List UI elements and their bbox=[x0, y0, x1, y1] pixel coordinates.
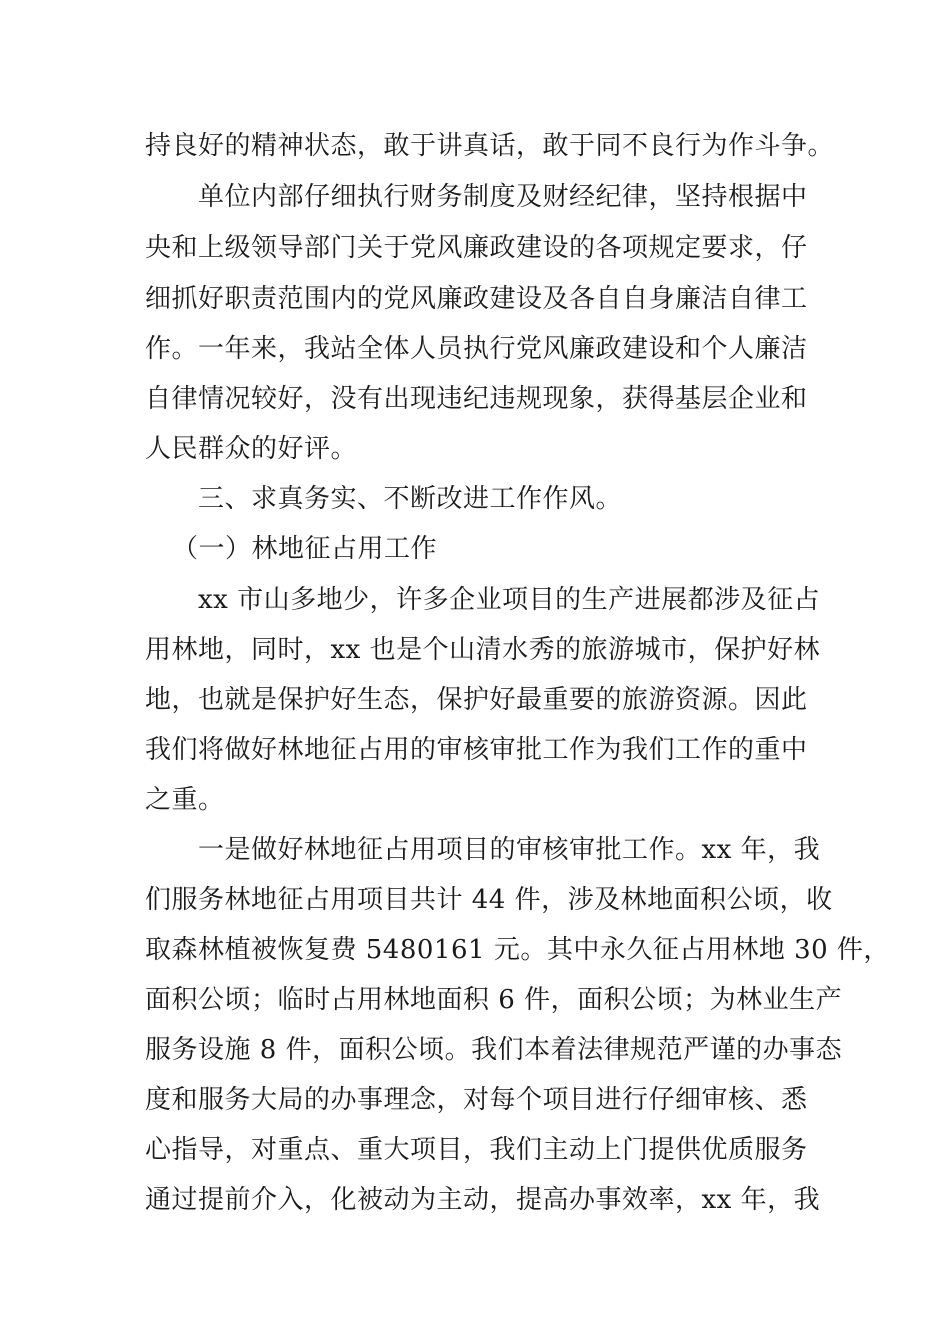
text-line: 我们将做好林地征占用的审核审批工作为我们工作的重中 bbox=[145, 735, 808, 765]
text-line: 面积公顷；临时占用林地面积 6 件，面积公顷；为林业生产 bbox=[145, 985, 843, 1015]
text-line: 人民群众的好评。 bbox=[145, 434, 358, 464]
text-line: 地，也就是保护好生态，保护好最重要的旅游资源。因此 bbox=[145, 685, 808, 715]
paragraph-first-line: 单位内部仔细执行财务制度及财经纪律，坚持根据中 bbox=[198, 182, 808, 212]
text-line: 细抓好职责范围内的党风廉政建设及各自自身廉洁自律工 bbox=[145, 284, 808, 314]
paragraph-first-line: 一是做好林地征占用项目的审核审批工作。xx 年，我 bbox=[198, 835, 821, 865]
text-line: 服务设施 8 件，面积公顷。我们本着法律规范严谨的办事态 bbox=[145, 1035, 843, 1065]
text-line: 取森林植被恢复费 5480161 元。其中永久征占用林地 30 件， bbox=[145, 935, 890, 965]
text-line: 通过提前介入，化被动为主动，提高办事效率，xx 年，我 bbox=[145, 1185, 821, 1215]
text-line: 用林地，同时，xx 也是个山清水秀的旅游城市，保护好林 bbox=[145, 635, 821, 665]
text-line: 度和服务大局的办事理念，对每个项目进行仔细审核、悉 bbox=[145, 1085, 808, 1115]
text-line: 们服务林地征占用项目共计 44 件，涉及林地面积公顷，收 bbox=[145, 885, 833, 915]
text-line: 心指导，对重点、重大项目，我们主动上门提供优质服务 bbox=[145, 1135, 808, 1165]
text-line: 作。一年来，我站全体人员执行党风廉政建设和个人廉洁 bbox=[145, 334, 808, 364]
subsection-heading: （一）林地征占用工作 bbox=[172, 534, 438, 564]
section-heading: 三、求真务实、不断改进工作作风。 bbox=[198, 484, 623, 514]
text-line: 持良好的精神状态，敢于讲真话，敢于同不良行为作斗争。 bbox=[145, 131, 835, 161]
text-line: 之重。 bbox=[145, 785, 225, 815]
text-line: 自律情况较好，没有出现违纪违规现象，获得基层企业和 bbox=[145, 384, 808, 414]
paragraph-first-line: xx 市山多地少，许多企业项目的生产进展都涉及征占 bbox=[198, 585, 821, 615]
text-line: 央和上级领导部门关于党风廉政建设的各项规定要求，仔 bbox=[145, 233, 808, 263]
